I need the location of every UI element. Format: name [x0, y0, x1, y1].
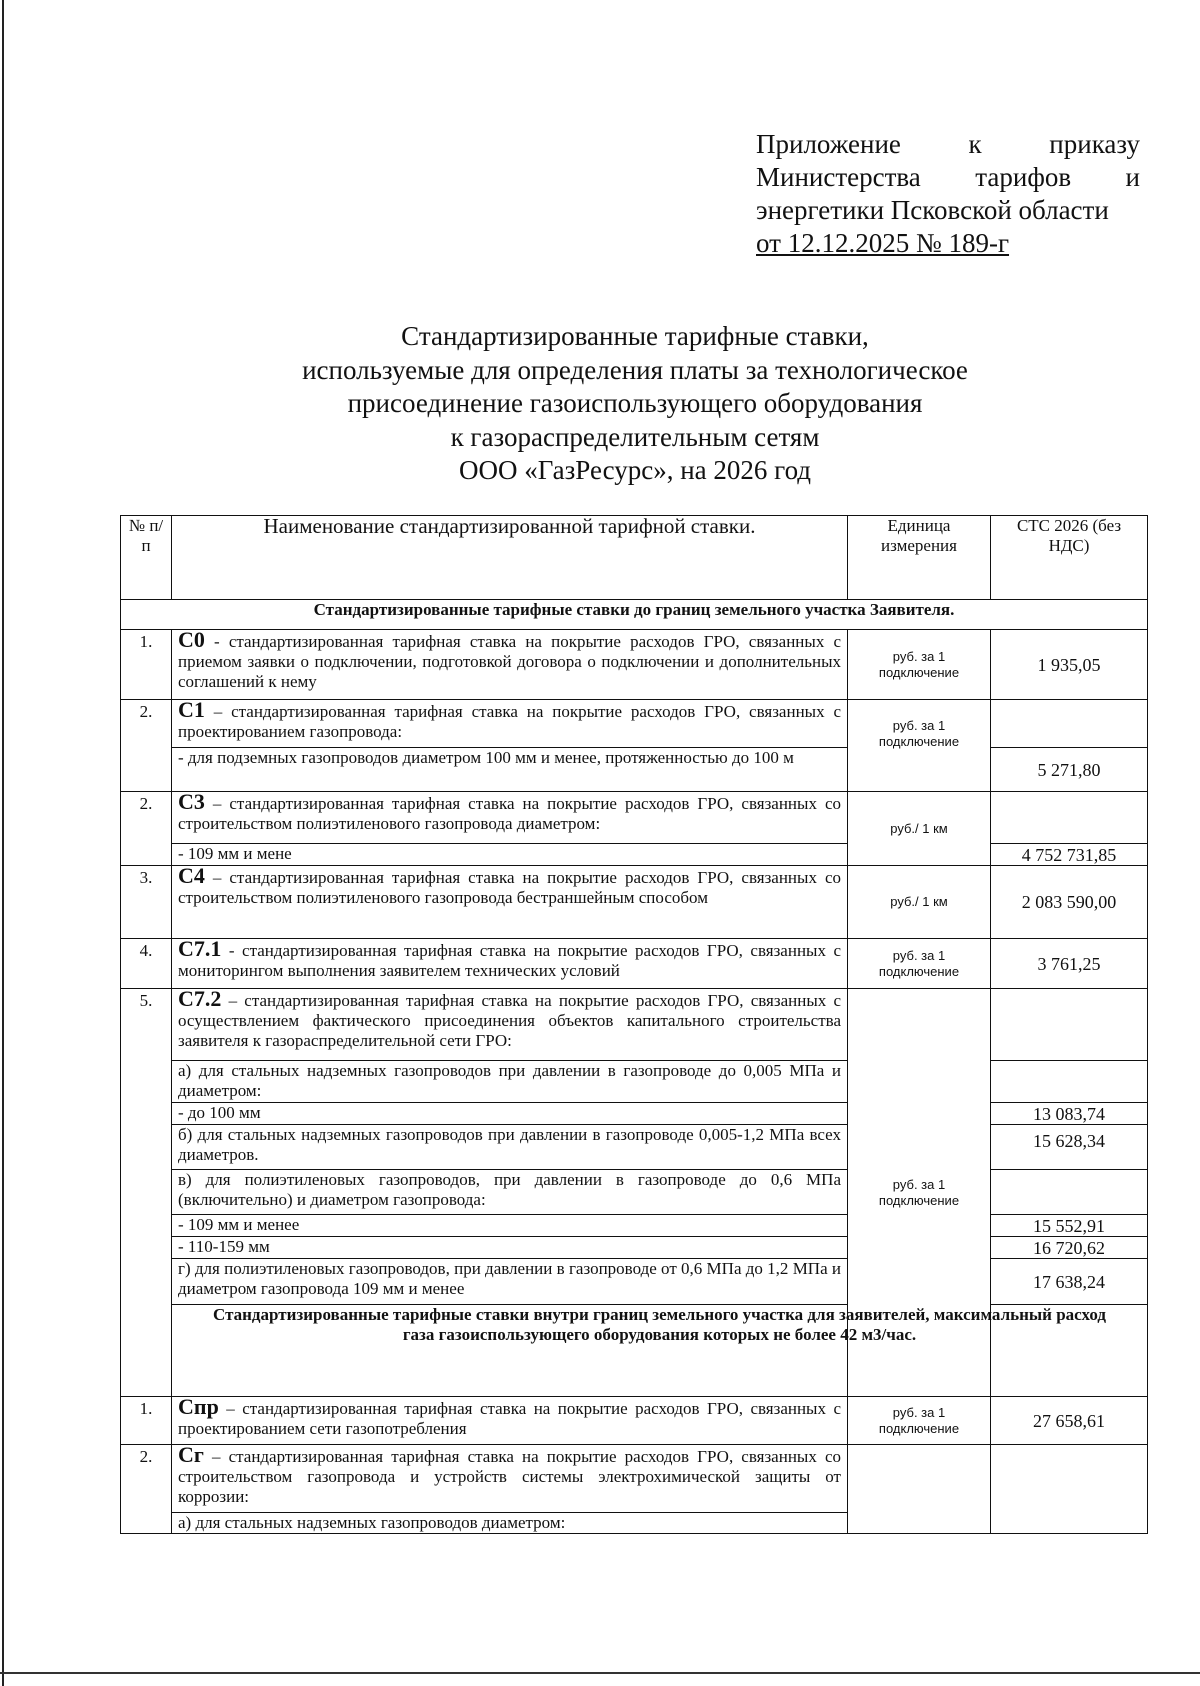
rate-unit: руб. за 1 подключение — [848, 939, 991, 989]
approval-line: Приложение к приказу — [756, 129, 1140, 159]
rate-value: 2 083 590,00 — [991, 866, 1148, 939]
rate-name — [172, 863, 848, 939]
table-row — [121, 1259, 1148, 1305]
table-row — [121, 1170, 1148, 1215]
row-num: 2. — [121, 1445, 172, 1534]
rate-text: - стандартизированная тарифная ставка на покрытие расходов ГРО, связанных с мониторингом выполнения заявителем технических условий — [178, 941, 841, 980]
rate-subitem: - до 100 мм — [172, 1103, 848, 1125]
rate-subitem: - 110-159 мм — [172, 1237, 848, 1259]
rate-name — [172, 789, 848, 844]
table-row — [121, 1445, 1148, 1513]
rate-unit: руб. за 1 подключение — [848, 630, 991, 700]
rate-name — [172, 986, 848, 1061]
table-row — [121, 866, 1148, 939]
approval-line: Министерства тарифов и — [756, 162, 1140, 192]
header-value: СТС 2026 (без НДС) — [991, 516, 1148, 600]
rate-unit: руб. за 1 подключение — [848, 989, 991, 1397]
rate-code: С7.2 — [178, 986, 222, 1011]
rate-name — [172, 627, 848, 700]
rate-subitem: - 109 мм и мене — [172, 844, 848, 866]
document-title — [130, 320, 1140, 488]
table-header-row — [121, 516, 1148, 600]
empty-cell — [848, 1445, 991, 1534]
rate-text: – стандартизированная тарифная ставка на покрытие расходов ГРО, связанных с осуществлением фактического присоединения объектов капитального строительства заявителя к газораспределительной сети ГРО: — [178, 991, 841, 1050]
page-edge — [0, 1672, 1200, 1674]
table-row — [121, 939, 1148, 989]
rate-subitem: а) для стальных надземных газопроводов при давлении в газопроводе до 0,005 МПа и диаметром: — [172, 1061, 848, 1103]
rate-value: 13 083,74 — [991, 1103, 1148, 1125]
rate-value: 16 720,62 — [991, 1237, 1148, 1259]
table-row — [121, 844, 1148, 866]
rate-unit: руб. за 1 подключение — [848, 700, 991, 792]
rate-value: 15 552,91 — [991, 1215, 1148, 1237]
section-row — [121, 600, 1148, 630]
table-row — [121, 1125, 1148, 1170]
rate-name — [172, 1442, 848, 1513]
section-title: Стандартизированные тарифные ставки до границ земельного участка Заявителя. — [121, 600, 1148, 630]
rate-text: – стандартизированная тарифная ставка на покрытие расходов ГРО, связанных с проектированием газопровода: — [178, 702, 841, 741]
rate-value: 4 752 731,85 — [991, 844, 1148, 866]
rate-text: - стандартизированная тарифная ставка на покрытие расходов ГРО, связанных с приемом заявки о подключении, подготовкой договора о подключении и дополнительных соглашений к нему — [178, 632, 841, 691]
approval-block — [756, 128, 1140, 260]
empty-cell — [991, 1445, 1148, 1534]
title-line: Стандартизированные тарифные ставки, — [401, 321, 869, 351]
rate-subitem: - 109 мм и менее — [172, 1215, 848, 1237]
section-row — [121, 1305, 1148, 1397]
table-row — [121, 1215, 1148, 1237]
row-num: 2. — [121, 792, 172, 866]
rate-code: С0 — [178, 627, 205, 652]
title-line: используемые для определения платы за технологическое — [302, 354, 968, 385]
table-row — [121, 630, 1148, 700]
empty-cell — [991, 989, 1148, 1061]
rate-code: С4 — [178, 863, 205, 888]
rate-value: 15 628,34 — [991, 1125, 1148, 1170]
rate-subitem: а) для стальных надземных газопроводов диаметром: — [172, 1513, 848, 1534]
rate-name — [172, 1394, 848, 1445]
rate-code: С1 — [178, 697, 205, 722]
rate-code: С3 — [178, 789, 205, 814]
title-line: к газораспределительным сетям — [450, 421, 820, 452]
rate-code: Сг — [178, 1442, 204, 1467]
approval-order-ref: от 12.12.2025 № 189-г — [756, 228, 1010, 258]
table-row — [121, 989, 1148, 1061]
row-num: 3. — [121, 866, 172, 939]
table-row — [121, 1237, 1148, 1259]
row-num: 4. — [121, 939, 172, 989]
rate-subitem: б) для стальных надземных газопроводов при давлении в газопроводе 0,005-1,2 МПа всех диаметров. — [172, 1125, 848, 1170]
rate-name — [172, 936, 848, 989]
approval-line: энергетики Псковской области — [756, 195, 1109, 225]
rate-text: – стандартизированная тарифная ставка на покрытие расходов ГРО, связанных со строительством газопровода и устройств системы электрохимической защиты от коррозии: — [178, 1447, 841, 1506]
rate-name — [172, 697, 848, 748]
header-unit: Единица измерения — [848, 516, 991, 600]
page-edge — [2, 0, 4, 1686]
rate-code: Спр — [178, 1394, 219, 1419]
table-row — [121, 748, 1148, 792]
title-line: присоединение газоиспользующего оборудования — [347, 388, 923, 418]
header-name: Наименование стандартизированной тарифной ставки. — [172, 516, 848, 600]
section-title: Стандартизированные тарифные ставки внутри границ земельного участка для заявителей, максимальный расход газа газоиспользующего оборудования которых не более 42 м3/час. — [172, 1305, 1148, 1397]
table-row — [121, 700, 1148, 748]
rate-code: С7.1 — [178, 936, 222, 961]
row-num: 5. — [121, 989, 172, 1397]
rate-text: – стандартизированная тарифная ставка на покрытие расходов ГРО, связанных со строительством полиэтиленового газопровода диаметром: — [178, 794, 841, 833]
empty-cell — [991, 700, 1148, 748]
empty-cell — [991, 1170, 1148, 1215]
title-line: ООО «ГазРесурс», на 2026 год — [458, 455, 812, 485]
rate-value: 1 935,05 — [991, 630, 1148, 700]
table-row — [121, 792, 1148, 844]
rate-value: 5 271,80 — [991, 748, 1148, 792]
header-num: № п/п — [121, 516, 172, 600]
empty-cell — [991, 1061, 1148, 1103]
rate-text: – стандартизированная тарифная ставка на покрытие расходов ГРО, связанных со строительством полиэтиленового газопровода бестраншейным способом — [178, 868, 841, 907]
rate-value: 3 761,25 — [991, 939, 1148, 989]
table-row — [121, 1397, 1148, 1445]
rate-subitem: в) для полиэтиленовых газопроводов, при давлении в газопроводе до 0,6 МПа (включительно) и диаметром газопровода: — [172, 1170, 848, 1215]
row-num: 2. — [121, 700, 172, 792]
rate-unit: руб./ 1 км — [848, 866, 991, 939]
rate-text: – стандартизированная тарифная ставка на покрытие расходов ГРО, связанных с проектированием сети газопотребления — [178, 1399, 841, 1438]
empty-cell — [991, 792, 1148, 844]
rate-subitem: г) для полиэтиленовых газопроводов, при давлении в газопроводе от 0,6 МПа до 1,2 МПа и диаметром газопровода 109 мм и менее — [172, 1259, 848, 1305]
table-row — [121, 1061, 1148, 1103]
tariff-rates-table — [120, 515, 1148, 1534]
rate-value: 27 658,61 — [991, 1397, 1148, 1445]
row-num: 1. — [121, 1397, 172, 1445]
rate-unit: руб. за 1 подключение — [848, 1397, 991, 1445]
row-num: 1. — [121, 630, 172, 700]
rate-subitem: - для подземных газопроводов диаметром 100 мм и менее, протяженностью до 100 м — [172, 748, 848, 792]
table-row — [121, 1103, 1148, 1125]
rate-value: 17 638,24 — [991, 1259, 1148, 1305]
rate-unit: руб./ 1 км — [848, 792, 991, 866]
